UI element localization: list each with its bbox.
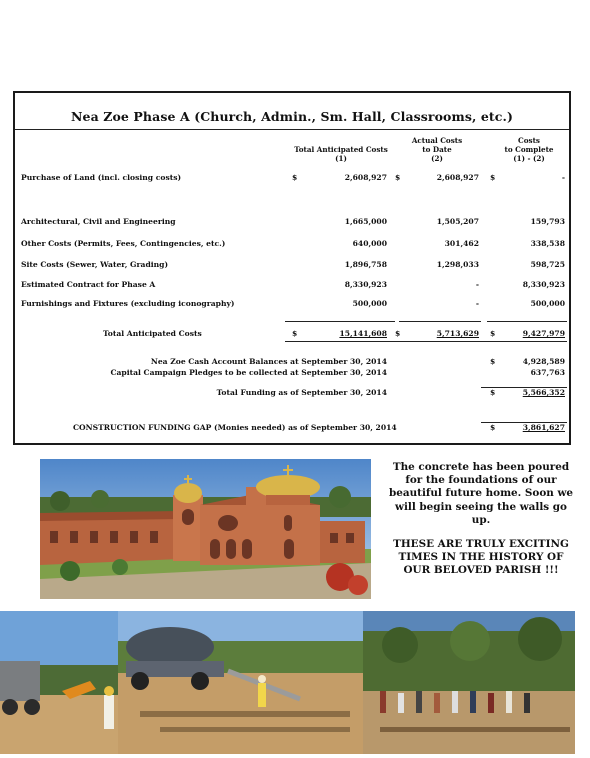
totals-underline (285, 341, 567, 342)
total-anticipated-label: Total Anticipated Costs (103, 329, 202, 338)
cash-balance-label: Nea Zoe Cash Account Balances at September 30, 2014 (150, 357, 387, 366)
construction-photos (0, 611, 575, 754)
row-total: 8,330,923 (344, 280, 387, 289)
row-total: 640,000 (352, 239, 387, 248)
dollar-sign: $ (490, 357, 496, 366)
row-to-complete: 338,538 (530, 239, 565, 248)
dollar-sign: $ (292, 329, 298, 338)
funding-gap-value: 3,861,627 (522, 423, 565, 432)
photo-concrete-truck-left (0, 611, 120, 754)
row-label-land: Purchase of Land (incl. closing costs) (21, 173, 182, 182)
land-to-complete: - (561, 173, 565, 182)
header-costs-to-complete: Costs to Complete (1) - (2) (504, 136, 554, 163)
row-label: Architectural, Civil and Engineering (21, 217, 176, 226)
row-label: Estimated Contract for Phase A (21, 280, 156, 289)
dollar-sign: $ (490, 423, 496, 432)
table-title: Nea Zoe Phase A (Church, Admin., Sm. Hall, Classrooms, etc.) (71, 109, 513, 124)
dollar-sign: $ (490, 388, 496, 397)
dollar-sign: $ (490, 173, 496, 182)
dollar-sign: $ (292, 173, 298, 182)
row-to-complete: 8,330,923 (522, 280, 565, 289)
funding-gap-label: CONSTRUCTION FUNDING GAP (Monies needed) as of September 30, 2014 (73, 423, 397, 432)
row-to-date: 1,298,033 (436, 260, 479, 269)
row-total: 1,896,758 (344, 260, 387, 269)
row-total: 500,000 (352, 299, 387, 308)
pledges-label: Capital Campaign Pledges to be collected at September 30, 2014 (110, 368, 387, 377)
row-to-date: 1,505,207 (436, 217, 479, 226)
cash-balance-value: 4,928,589 (522, 357, 565, 366)
dollar-sign: $ (395, 329, 401, 338)
subtotal-rule (399, 321, 481, 322)
row-to-complete: 159,793 (530, 217, 565, 226)
phase-a-cost-table (13, 91, 571, 445)
pledges-value: 637,763 (530, 368, 565, 377)
row-label: Furnishings and Fixtures (excluding iconography) (21, 299, 235, 308)
photo-parishioners-at-site (363, 611, 575, 754)
row-to-complete: 598,725 (530, 260, 565, 269)
photo-concrete-pour (118, 611, 363, 754)
land-to-date: 2,608,927 (436, 173, 479, 182)
progress-caption (386, 461, 576, 589)
total-funding-value: 5,566,352 (522, 388, 565, 397)
row-to-complete: 500,000 (530, 299, 565, 308)
row-label: Other Costs (Permits, Fees, Contingencies, etc.) (21, 239, 226, 248)
total-to-complete-value: 9,427,979 (522, 329, 565, 338)
total-funding-label: Total Funding as of September 30, 2014 (216, 388, 387, 397)
row-to-date: - (475, 280, 479, 289)
dollar-sign: $ (490, 329, 496, 338)
title-divider (15, 129, 569, 130)
total-to-date-value: 5,713,629 (436, 329, 479, 338)
caption-progress-text: The concrete has been poured for the foundations of our beautiful future home. Soon we will begin seeing the walls go up. (389, 461, 573, 526)
church-rendering-image (40, 459, 371, 599)
row-total: 1,665,000 (344, 217, 387, 226)
caption-exciting-times-text: THESE ARE TRULY EXCITING TIMES IN THE HISTORY OF OUR BELOVED PARISH !!! (393, 538, 569, 577)
dollar-sign: $ (395, 173, 401, 182)
subtotal-rule (487, 321, 567, 322)
header-actual-costs: Actual Costs to Date (2) (411, 136, 463, 163)
total-anticipated-value: 15,141,608 (339, 329, 387, 338)
land-total: 2,608,927 (344, 173, 387, 182)
subtotal-rule (285, 321, 395, 322)
row-to-date: - (475, 299, 479, 308)
row-to-date: 301,462 (444, 239, 479, 248)
header-total-anticipated: Total Anticipated Costs (1) (294, 145, 388, 163)
row-label: Site Costs (Sewer, Water, Grading) (21, 260, 169, 269)
